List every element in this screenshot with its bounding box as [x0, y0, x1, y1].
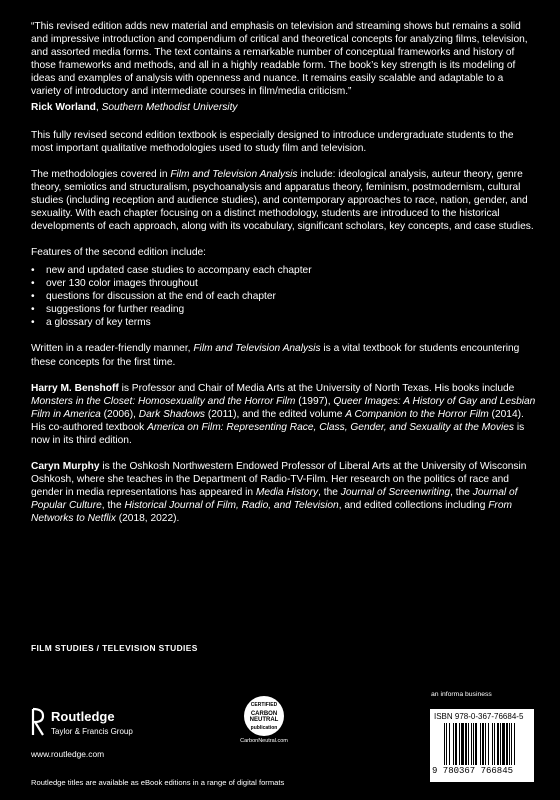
publisher-name: Routledge — [51, 709, 115, 724]
features-heading: Features of the second edition include: — [31, 247, 206, 259]
publisher-group: Taylor & Francis Group — [51, 727, 133, 736]
list-item: • questions for discussion at the end of each chapter — [31, 290, 536, 303]
ebook-notice: Routledge titles are available as eBook editions in a range of digital formats — [31, 778, 285, 787]
list-item: • over 130 color images throughout — [31, 277, 536, 290]
endorsement-attribution: Rick Worland, Southern Methodist University — [31, 101, 238, 113]
informa-tagline: an informa business — [431, 691, 492, 698]
routledge-r-icon — [31, 707, 45, 737]
author-name: Harry M. Benshoff — [31, 382, 119, 394]
barcode-icon — [444, 723, 530, 765]
barcode-digits: 9 780367 766845 — [432, 766, 514, 776]
publisher-website: www.routledge.com — [31, 749, 105, 759]
publisher-logo — [31, 705, 161, 745]
reader-paragraph: Written in a reader-friendly manner, Film and Television Analysis is a vital textbook for students encountering these concepts for the first time. — [31, 343, 520, 368]
intro-paragraph: This fully revised second edition textbook is especially designed to introduce undergraduate students to the most important qualitative methodologies used to study film and television. — [31, 129, 514, 154]
author-bio-benshoff: Harry M. Benshoff is Professor and Chair of Media Arts at the University of North Texas. His books include Monsters in the Closet: Homosexuality and the Horror Film (1997), Queer Images: A History of Gay and Lesbian Film in America (2006), Dark Shadows (2011), and the edited volume A Companion to the Horror Film (2014). His co-authored textbook America on Film: Representing Race, Class, Gender, and Sexuality at the Movies is now in its third edition. — [31, 382, 536, 446]
carbon-neutral-url: CarbonNeutral.com — [240, 738, 288, 744]
subject-category: FILM STUDIES / TELEVISION STUDIES — [31, 643, 198, 653]
list-item: • suggestions for further reading — [31, 303, 536, 316]
carbon-neutral-icon: CERTIFIED CARBON NEUTRAL publication — [244, 696, 284, 736]
methodologies-paragraph: The methodologies covered in Film and Television Analysis include: ideological analysis, auteur theory, genre theory, semiotics and structuralism, psychoanalysis and apparatus theory, feminism, postmodernism, cultural studies (including reception and audience studies), and contemporary approaches to race, nation, gender, and sexuality. With each chapter focusing on a distinct methodology, students are introduced to the historical developments of each approach, along with its vocabulary, significant scholars, key concepts, and case studies. — [31, 168, 534, 233]
book-title: Film and Television Analysis — [170, 168, 298, 180]
endorser-name: Rick Worland — [31, 101, 96, 113]
features-list — [31, 264, 536, 329]
isbn-barcode — [430, 709, 534, 782]
isbn-number: ISBN 978-0-367-76684-5 — [434, 712, 524, 721]
endorser-affiliation: Southern Methodist University — [101, 101, 238, 113]
list-item: • new and updated case studies to accompany each chapter — [31, 264, 536, 277]
endorsement-quote: “This revised edition adds new material and emphasis on television and streaming shows but remains a solid and impressive introduction and compendium of critical and theoretical concepts for analyzing films, television, and assorted media forms. The text contains a remarkable number of conceptual frameworks and history of those frameworks and methods, and all in a highly readable form. The book’s key strength is its modeling of ideas and examples of analysis with openness and nuance. It remains easily scalable and adaptable to a variety of introductory and intermediate courses in film/media criticism.” — [31, 21, 528, 98]
book-title: Film and Television Analysis — [193, 343, 321, 355]
carbon-neutral-badge — [234, 696, 294, 744]
list-item: • a glossary of key terms — [31, 316, 536, 329]
author-name: Caryn Murphy — [31, 461, 100, 473]
back-cover-text — [31, 20, 536, 539]
author-bio-murphy: Caryn Murphy is the Oshkosh Northwestern Endowed Professor of Liberal Arts at the University of Wisconsin Oshkosh, where she teaches in the Department of Radio-TV-Film. Her research on the politics of race and gender in media representations has appeared in Media History, the Journal of Screenwriting, the Journal of Popular Culture, the Historical Journal of Film, Radio, and Television, and edited collections including From Networks to Netflix (2018, 2022). — [31, 461, 527, 525]
